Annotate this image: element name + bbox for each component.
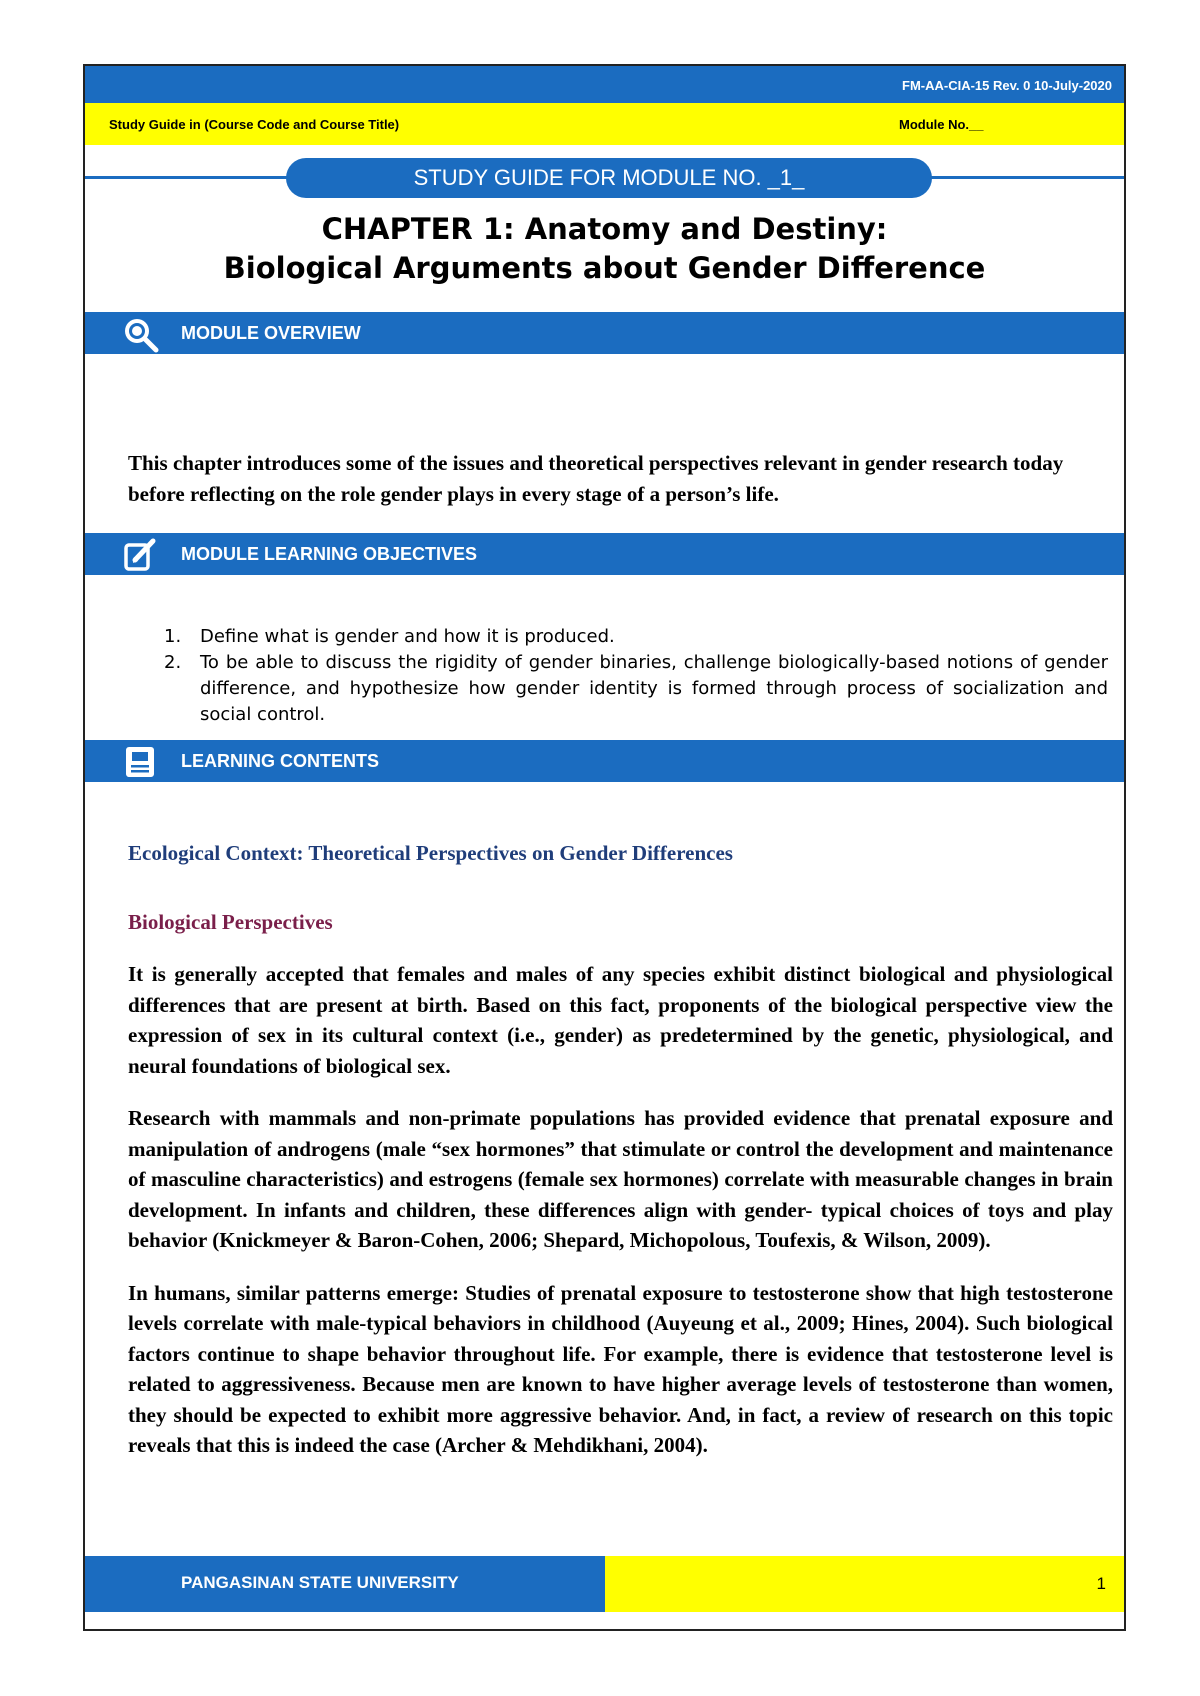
footer-page-bar [605, 1556, 1124, 1612]
content-paragraph: It is generally accepted that females and males of any species exhibit distinct biological and physiological differences that are present at birth. Based on this fact, proponents of the biological perspective view the expression of sex in its cultural context (i.e., gender) as predetermined by the genetic, physiological, and neural foundations of biological sex. [128, 962, 1113, 1078]
section-label: MODULE OVERVIEW [181, 323, 361, 343]
header-form-bar [85, 66, 1124, 103]
content-subheading: Biological Perspectives [128, 909, 333, 934]
form-code: FM-AA-CIA-15 Rev. 0 10-July-2020 [902, 78, 1112, 93]
guide-title: Study Guide in (Course Code and Course Title) [109, 117, 400, 132]
module-banner: STUDY GUIDE FOR MODULE NO. _1_ [286, 158, 932, 198]
content-heading: Ecological Context: Theoretical Perspectives on Gender Differences [128, 841, 733, 865]
objective-text: Define what is gender and how it is produced. [200, 626, 615, 647]
magnifier-icon [121, 315, 159, 353]
document-icon [121, 743, 159, 781]
pencil-note-icon [121, 536, 159, 574]
learning-contents [128, 838, 1113, 1483]
list-item [154, 624, 1108, 650]
module-number: Module No.__ [899, 117, 984, 132]
section-label: LEARNING CONTENTS [181, 751, 379, 771]
section-learning-contents [85, 740, 1124, 782]
header-guide-bar [85, 103, 1124, 145]
page-number: 1 [1096, 1574, 1106, 1593]
chapter-title-line-1: CHAPTER 1: Anatomy and Destiny: [321, 212, 888, 246]
chapter-title-line-2: Biological Arguments about Gender Difference [223, 251, 986, 285]
list-item [154, 650, 1108, 728]
section-label: MODULE LEARNING OBJECTIVES [181, 544, 478, 564]
list-number: 2. [164, 652, 182, 673]
section-module-overview [85, 312, 1124, 354]
overview-text: This chapter introduces some of the issues and theoretical perspectives relevant in gender research today before reflecting on the role gender plays in every stage of a person’s life. [128, 451, 1064, 506]
content-paragraph: In humans, similar patterns emerge: Studies of prenatal exposure to testosterone show that high testosterone levels correlate with male-typical behaviors in childhood (Auyeung et al., 2009; Hines, 2004). Such biological factors continue to shape behavior throughout life. For example, there is evidence that testosterone level is related to aggressiveness. Because men are known to have higher average levels of testosterone than women, they should be expected to exhibit more aggressive behavior. And, in fact, a review of research on this topic reveals that this is indeed the case (Archer & Mehdikhani, 2004). [128, 1280, 1113, 1457]
university-name: PANGASINAN STATE UNIVERSITY [181, 1573, 459, 1592]
objective-text: To be able to discuss the rigidity of gender binaries, challenge biologically-based notions of gender difference, and hypothesize how gender identity is formed through process of socialization and social control. [200, 652, 1108, 725]
content-paragraph: Research with mammals and non-primate populations has provided evidence that prenatal exposure and manipulation of androgens (male “sex hormones” that stimulate or control the development and maintenance of masculine characteristics) and estrogens (female sex hormones) correlate with measurable changes in brain development. In infants and children, these differences align with gender- typical choices of toys and play behavior (Knickmeyer & Baron-Cohen, 2006; Shepard, Michopolous, Toufexis, & Wilson, 2009). [128, 1106, 1113, 1252]
objectives-list [154, 624, 1108, 728]
list-number: 1. [164, 626, 182, 647]
footer-university-bar [85, 1556, 605, 1612]
chapter-title [85, 210, 1124, 288]
section-learning-objectives [85, 533, 1124, 575]
